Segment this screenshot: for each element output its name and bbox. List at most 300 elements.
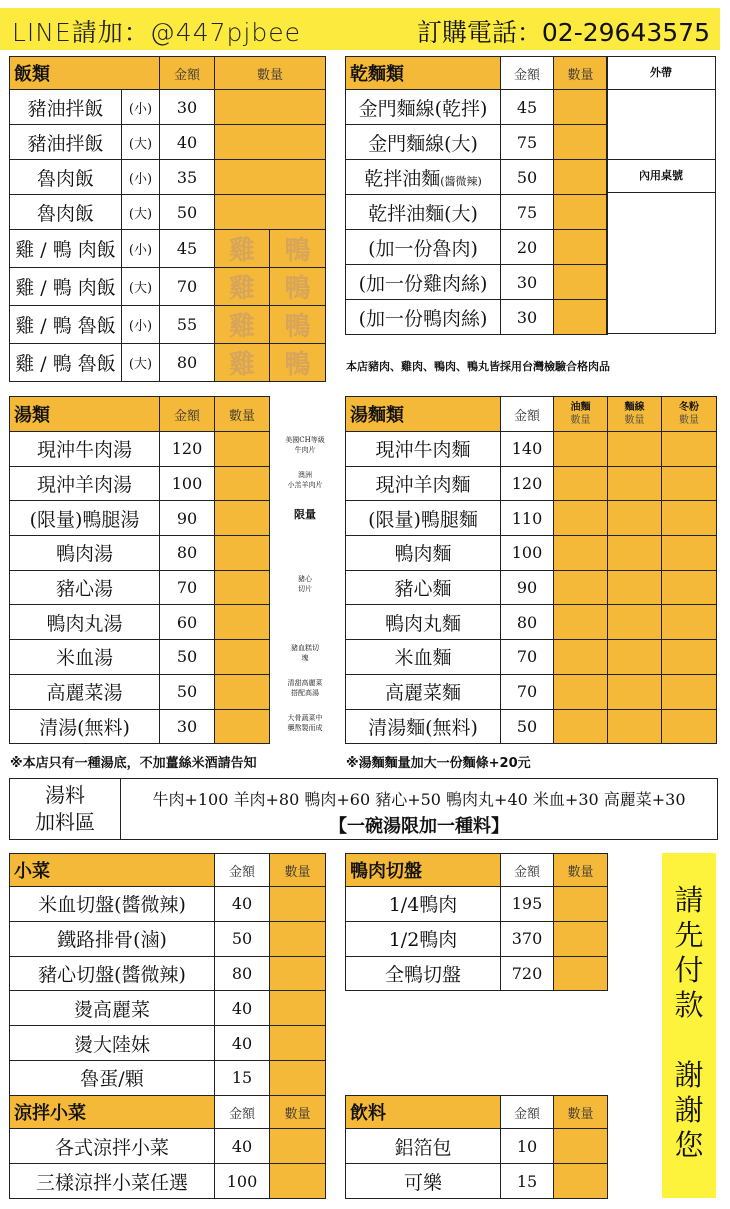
item-price: 75 [501, 195, 554, 230]
drinks-table [345, 1095, 608, 1199]
item-size: (大) [122, 344, 160, 382]
item-name: 現沖牛肉湯 [10, 432, 160, 467]
qty-header: 數量 [624, 415, 645, 426]
glass-noodle-header [662, 397, 717, 432]
qty-input[interactable] [270, 956, 326, 991]
table-row [10, 344, 326, 382]
table-row [346, 921, 608, 956]
item-price: 15 [501, 1164, 554, 1199]
table-row [10, 640, 270, 675]
table-row [346, 1096, 608, 1129]
oil-noodle-qty-input[interactable] [554, 466, 608, 501]
chicken-qty-input[interactable]: 雞 [215, 344, 270, 382]
addon-prices: 牛肉+100 羊肉+80 鴨肉+60 豬心+50 鴨肉丸+40 米血+30 高麗菜+30 [152, 790, 686, 809]
item-name: 雞 / 鴨 肉飯 [10, 230, 122, 268]
table-row [346, 90, 608, 125]
pay-char: 謝 [674, 1093, 704, 1127]
duck-qty-input[interactable]: 鴨 [270, 230, 326, 268]
item-size: (小) [122, 230, 160, 268]
vermicelli-qty-input[interactable] [608, 501, 662, 536]
qty-input[interactable] [554, 125, 608, 160]
table-row [346, 501, 717, 536]
item-price: 10 [501, 1129, 554, 1164]
vermicelli-qty-input[interactable] [608, 709, 662, 744]
item-name: 現沖羊肉麵 [346, 466, 501, 501]
item-price: 100 [501, 536, 554, 571]
item-name-text: 金門麵線(大) [368, 132, 478, 155]
rice-menu-table [9, 56, 326, 382]
table-row [346, 397, 717, 432]
takeout-table [606, 56, 716, 334]
chicken-qty-input[interactable]: 雞 [215, 268, 270, 306]
qty-input[interactable] [554, 921, 608, 956]
line-id: LINE請加：@447pjbee [12, 18, 301, 47]
qty-header: 數量 [679, 415, 699, 426]
item-price: 80 [215, 956, 270, 991]
glass-noodle-qty-input[interactable] [662, 605, 717, 640]
item-price: 50 [160, 640, 215, 675]
table-row [10, 1129, 326, 1164]
vermicelli-header-text: 麵線 [624, 402, 645, 413]
table-row [346, 57, 608, 90]
duck-plate-table [345, 853, 608, 991]
qty-input[interactable] [215, 195, 326, 230]
cold-dish-table [9, 1095, 326, 1199]
item-name: 雞 / 鴨 魯飯 [10, 344, 122, 382]
price-header: 金額 [501, 397, 554, 432]
table-row [10, 674, 270, 709]
duck_plate-title: 鴨肉切盤 [346, 854, 501, 887]
price-header: 金額 [501, 854, 554, 887]
oil-noodle-qty-input[interactable] [554, 570, 608, 605]
item-name-text: (加一份鴨肉絲) [358, 307, 488, 330]
table-number-label: 內用桌號 [607, 160, 716, 193]
item-name: 米血切盤(醬微辣) [10, 887, 215, 922]
item-name [346, 195, 501, 230]
item-price: 720 [501, 956, 554, 991]
drinks-title: 飲料 [346, 1096, 501, 1129]
qty-header: 數量 [215, 397, 270, 432]
qty-input[interactable] [554, 90, 608, 125]
table-row [10, 397, 270, 432]
duck-qty-input[interactable]: 鴨 [270, 344, 326, 382]
item-name: 鴨肉丸湯 [10, 605, 160, 640]
soup-note: 限量 [294, 508, 316, 522]
pay-first-notice [662, 853, 716, 1198]
item-name: 豬心切盤(醬微辣) [10, 956, 215, 991]
vermicelli-qty-input[interactable] [608, 570, 662, 605]
price-header: 金額 [160, 57, 215, 90]
glass-noodle-qty-input[interactable] [662, 709, 717, 744]
glass-noodle-qty-input[interactable] [662, 536, 717, 571]
table-row [10, 195, 326, 230]
table-row [10, 57, 326, 90]
oil-noodle-qty-input[interactable] [554, 536, 608, 571]
item-price: 45 [501, 90, 554, 125]
item-name-text: 乾拌油麵(大) [368, 202, 478, 225]
item-price: 55 [160, 306, 215, 344]
item-price: 70 [501, 674, 554, 709]
item-price: 120 [501, 466, 554, 501]
item-name: 高麗菜湯 [10, 674, 160, 709]
qty-input[interactable] [554, 230, 608, 265]
table-row [346, 160, 608, 195]
item-name: 可樂 [346, 1164, 501, 1199]
glass-noodle-qty-input[interactable] [662, 501, 717, 536]
item-price: 100 [160, 466, 215, 501]
item-price: 15 [215, 1060, 270, 1095]
item-name: 鴨肉丸麵 [346, 605, 501, 640]
meat-source-note: 本店豬肉、雞肉、鴨肉、鴨丸皆採用台灣檢驗合格肉品 [346, 360, 610, 373]
item-name: 魯肉飯 [10, 160, 122, 195]
pay-char: 您 [674, 1128, 704, 1162]
item-name [346, 230, 501, 265]
qty-header: 數量 [554, 57, 608, 90]
item-price: 40 [215, 1026, 270, 1061]
cold-title: 涼拌小菜 [10, 1096, 215, 1129]
qty-input[interactable] [215, 501, 270, 536]
item-name: 現沖羊肉湯 [10, 466, 160, 501]
item-name: 魯蛋/顆 [10, 1060, 215, 1095]
item-price: 30 [501, 300, 554, 335]
item-price: 50 [215, 921, 270, 956]
oil-noodle-qty-input[interactable] [554, 432, 608, 467]
qty-input[interactable] [215, 160, 326, 195]
item-price: 80 [501, 605, 554, 640]
item-price: 20 [501, 230, 554, 265]
qty-input[interactable] [270, 1026, 326, 1061]
qty-input[interactable] [215, 125, 326, 160]
duck-qty-input[interactable]: 鴨 [270, 268, 326, 306]
item-name: 雞 / 鴨 魯飯 [10, 306, 122, 344]
header-banner [0, 8, 720, 50]
soup-title: 湯類 [10, 397, 160, 432]
qty-input[interactable] [215, 466, 270, 501]
item-price: 100 [215, 1164, 270, 1199]
item-price: 30 [160, 709, 215, 744]
item-price: 120 [160, 432, 215, 467]
price-header: 金額 [501, 57, 554, 90]
table-row [346, 570, 717, 605]
table-row [10, 501, 270, 536]
table-row [346, 265, 608, 300]
table-row [10, 536, 270, 571]
item-name: 米血麵 [346, 640, 501, 675]
table-row [10, 570, 270, 605]
table-row [10, 466, 270, 501]
glass-noodle-qty-input[interactable] [662, 674, 717, 709]
item-name: 1/4鴨肉 [346, 887, 501, 922]
glass-noodle-qty-input[interactable] [662, 466, 717, 501]
table-row [346, 956, 608, 991]
soup-note: 大骨蔬菜中 藥熬製而成 [287, 713, 323, 732]
chicken-qty-input[interactable]: 雞 [215, 230, 270, 268]
item-price: 50 [501, 160, 554, 195]
soup-note: 澳洲 小羔羊肉片 [287, 470, 323, 489]
item-price: 195 [501, 887, 554, 922]
item-price: 70 [160, 268, 215, 306]
item-name-text: (加一份雞肉絲) [358, 272, 488, 295]
sides-table [9, 853, 326, 1096]
item-name: 豬油拌飯 [10, 90, 122, 125]
qty-input[interactable] [215, 709, 270, 744]
item-price: 45 [160, 230, 215, 268]
vermicelli-qty-input[interactable] [608, 674, 662, 709]
item-name [346, 125, 501, 160]
table-row [10, 854, 326, 887]
item-name: 豬油拌飯 [10, 125, 122, 160]
item-name: (限量)鴨腿麵 [346, 501, 501, 536]
pay-char: 謝 [674, 1058, 704, 1092]
dry-noodle-title: 乾麵類 [346, 57, 501, 90]
item-name: 燙高麗菜 [10, 991, 215, 1026]
item-name [346, 90, 501, 125]
item-name: 魯肉飯 [10, 195, 122, 230]
soup-table [9, 396, 270, 744]
item-price: 50 [160, 674, 215, 709]
table-row [10, 887, 326, 922]
table-number-field[interactable] [607, 193, 716, 334]
glass-noodle-qty-input[interactable] [662, 432, 717, 467]
table-row [10, 1026, 326, 1061]
item-name [346, 160, 501, 195]
order-phone: 訂購電話：02-29643575 [416, 18, 710, 47]
table-row [10, 160, 326, 195]
price-header: 金額 [215, 1096, 270, 1129]
item-price: 140 [501, 432, 554, 467]
qty-input[interactable] [554, 195, 608, 230]
table-row [10, 956, 326, 991]
qty-input[interactable] [554, 956, 608, 991]
table-row [10, 1096, 326, 1129]
item-size: (小) [122, 90, 160, 125]
item-size: (大) [122, 195, 160, 230]
item-price: 370 [501, 921, 554, 956]
item-name-text: 乾拌油麵 [364, 167, 441, 190]
table-row [10, 432, 270, 467]
rice-title: 飯類 [10, 57, 160, 90]
item-name: 雞 / 鴨 肉飯 [10, 268, 122, 306]
item-name [346, 265, 501, 300]
qty-input[interactable] [215, 605, 270, 640]
glass-noodle-qty-input[interactable] [662, 570, 717, 605]
soup-footnote: ※本店只有一種湯底，不加薑絲米酒請告知 [10, 756, 257, 771]
table-row [346, 887, 608, 922]
table-row [346, 230, 608, 265]
table-row [10, 230, 326, 268]
takeout-label: 外帶 [607, 57, 716, 90]
soup-note: 豬血糕切 塊 [291, 644, 319, 663]
addon-label-1: 湯料 [45, 783, 85, 807]
item-name: 高麗菜麵 [346, 674, 501, 709]
item-price: 90 [160, 501, 215, 536]
item-name: 鴨肉湯 [10, 536, 160, 571]
pay-char: 付 [674, 953, 704, 987]
soup-noodle-footnote: ※湯麵麵量加大一份麵條+20元 [346, 756, 531, 771]
qty-header: 數量 [270, 1096, 326, 1129]
qty-input[interactable] [270, 887, 326, 922]
vermicelli-qty-input[interactable] [608, 640, 662, 675]
price-header: 金額 [501, 1096, 554, 1129]
table-row [346, 125, 608, 160]
item-name: 鴨肉麵 [346, 536, 501, 571]
table-row [346, 1129, 608, 1164]
duck-qty-input[interactable]: 鴨 [270, 306, 326, 344]
item-price: 110 [501, 501, 554, 536]
qty-input[interactable] [554, 160, 608, 195]
qty-input[interactable] [270, 1129, 326, 1164]
table-row [10, 268, 326, 306]
table-row [346, 536, 717, 571]
price-header: 金額 [160, 397, 215, 432]
item-name: (限量)鴨腿湯 [10, 501, 160, 536]
qty-header: 數量 [270, 854, 326, 887]
item-price: 40 [215, 991, 270, 1026]
item-size: (大) [122, 268, 160, 306]
table-row [10, 1060, 326, 1095]
item-name: 豬心湯 [10, 570, 160, 605]
oil-noodle-qty-input[interactable] [554, 674, 608, 709]
takeout-checkbox[interactable] [607, 90, 716, 160]
table-row [346, 854, 608, 887]
qty-input[interactable] [554, 1164, 608, 1199]
qty-input[interactable] [215, 536, 270, 571]
qty-input[interactable] [270, 921, 326, 956]
oil-noodle-qty-input[interactable] [554, 709, 608, 744]
item-name: 豬心麵 [346, 570, 501, 605]
price-header: 金額 [215, 854, 270, 887]
qty-header: 數量 [215, 57, 326, 90]
item-name: 鐵路排骨(滷) [10, 921, 215, 956]
table-row [10, 90, 326, 125]
qty-input[interactable] [215, 432, 270, 467]
table-row [346, 1164, 608, 1199]
item-price: 30 [501, 265, 554, 300]
qty-header: 數量 [554, 1096, 608, 1129]
table-row [346, 709, 717, 744]
item-size: (小) [122, 160, 160, 195]
item-name-note: (醬微辣) [440, 174, 482, 188]
item-price: 90 [501, 570, 554, 605]
qty-input[interactable] [215, 90, 326, 125]
item-name-text: 金門麵線(乾拌) [358, 97, 488, 120]
item-price: 70 [160, 570, 215, 605]
qty-input[interactable] [215, 640, 270, 675]
item-price: 40 [215, 1129, 270, 1164]
table-row [10, 991, 326, 1026]
table-row [10, 306, 326, 344]
oil-noodle-qty-input[interactable] [554, 605, 608, 640]
qty-header: 數量 [570, 415, 591, 426]
item-name-text: (加一份魯肉) [368, 237, 478, 260]
chicken-qty-input[interactable]: 雞 [215, 306, 270, 344]
table-row [10, 921, 326, 956]
item-name: 三樣涼拌小菜任選 [10, 1164, 215, 1199]
item-name: 清湯麵(無料) [346, 709, 501, 744]
soup-noodle-title: 湯麵類 [346, 397, 501, 432]
qty-input[interactable] [270, 1164, 326, 1199]
table-row [346, 674, 717, 709]
glass-noodle-header-text: 冬粉 [679, 402, 699, 413]
soup-note: 美國CH等級 牛肉片 [285, 436, 325, 454]
item-name: 1/2鴨肉 [346, 921, 501, 956]
item-name: 清湯(無料) [10, 709, 160, 744]
soup-note: 清甜高麗菜 搭配高湯 [287, 678, 323, 697]
table-row [10, 1164, 326, 1199]
qty-input[interactable] [215, 570, 270, 605]
qty-input[interactable] [270, 1060, 326, 1095]
vermicelli-qty-input[interactable] [608, 466, 662, 501]
vermicelli-qty-input[interactable] [608, 536, 662, 571]
item-price: 75 [501, 125, 554, 160]
item-price: 40 [160, 125, 215, 160]
soup-note: 豬心 切片 [298, 574, 312, 593]
item-name [346, 300, 501, 335]
item-price: 60 [160, 605, 215, 640]
oil-noodle-qty-input[interactable] [554, 501, 608, 536]
vermicelli-qty-input[interactable] [608, 605, 662, 640]
table-row [346, 432, 717, 467]
pay-char: 先 [674, 918, 704, 952]
item-price: 35 [160, 160, 215, 195]
pay-char: 請 [674, 883, 704, 917]
addon-label-2: 加料區 [35, 810, 95, 834]
table-row [346, 300, 608, 335]
item-size: (小) [122, 306, 160, 344]
qty-input[interactable] [554, 1129, 608, 1164]
item-price: 40 [215, 887, 270, 922]
soup-noodle-table [345, 396, 717, 744]
item-price: 80 [160, 536, 215, 571]
table-row [10, 125, 326, 160]
dry-noodle-table [345, 56, 608, 335]
vermicelli-qty-input[interactable] [608, 432, 662, 467]
oil-noodle-header-text: 油麵 [570, 402, 591, 413]
item-price: 30 [160, 90, 215, 125]
qty-input[interactable] [554, 887, 608, 922]
qty-input[interactable] [554, 265, 608, 300]
item-name: 米血湯 [10, 640, 160, 675]
qty-header: 數量 [554, 854, 608, 887]
sides-title: 小菜 [10, 854, 215, 887]
item-name: 燙大陸妹 [10, 1026, 215, 1061]
item-name: 鋁箔包 [346, 1129, 501, 1164]
oil-noodle-qty-input[interactable] [554, 640, 608, 675]
item-price: 50 [160, 195, 215, 230]
table-row [10, 605, 270, 640]
table-row [346, 640, 717, 675]
addon-box [9, 778, 718, 840]
oil-noodle-header [554, 397, 608, 432]
qty-input[interactable] [554, 300, 608, 335]
glass-noodle-qty-input[interactable] [662, 640, 717, 675]
addon-label [10, 779, 121, 839]
qty-input[interactable] [270, 991, 326, 1026]
table-row [346, 605, 717, 640]
item-name: 全鴨切盤 [346, 956, 501, 991]
table-row [346, 195, 608, 230]
item-name: 現沖牛肉麵 [346, 432, 501, 467]
table-row [346, 466, 717, 501]
item-size: (大) [122, 125, 160, 160]
qty-input[interactable] [215, 674, 270, 709]
item-name: 各式涼拌小菜 [10, 1129, 215, 1164]
pay-char: 款 [674, 988, 704, 1022]
table-row [10, 709, 270, 744]
item-price: 70 [501, 640, 554, 675]
addon-limit: 【一碗湯限加一種料】 [329, 816, 509, 837]
vermicelli-header [608, 397, 662, 432]
